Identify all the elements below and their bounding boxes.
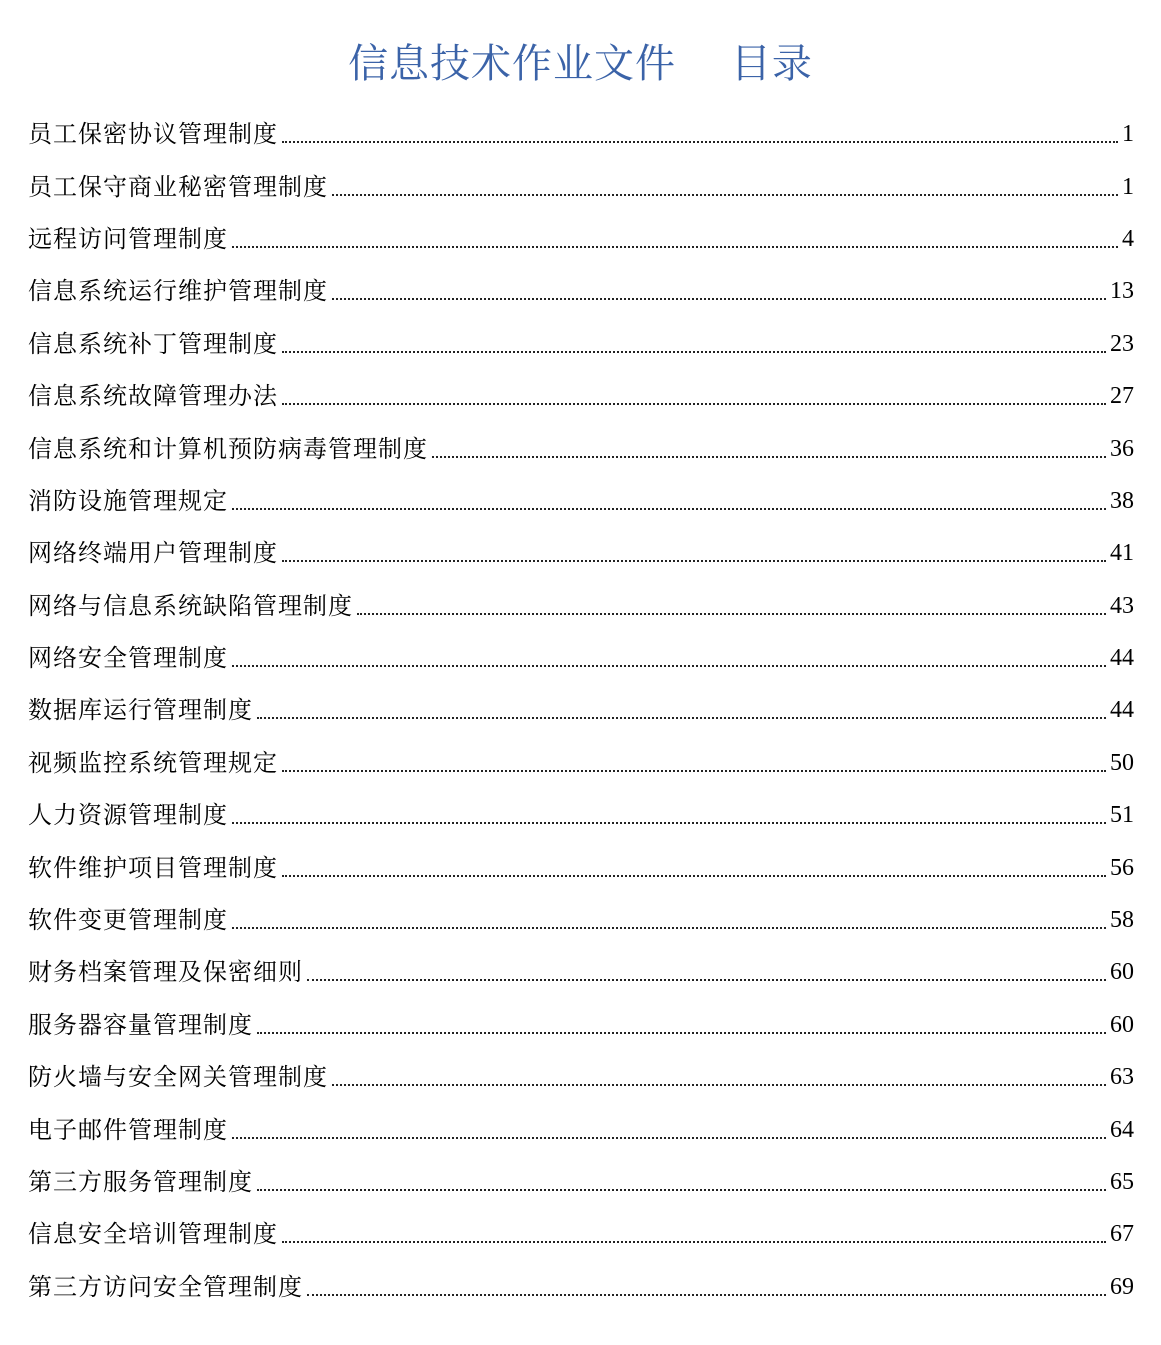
toc-entry[interactable] — [28, 1051, 1134, 1103]
dot-leader — [332, 1084, 1106, 1086]
dot-leader — [257, 717, 1106, 719]
dot-leader — [282, 875, 1106, 877]
toc-entry-title: 网络安全管理制度 — [28, 644, 228, 673]
toc-entry[interactable] — [28, 108, 1134, 160]
dot-leader — [332, 194, 1118, 196]
toc-entry[interactable] — [28, 475, 1134, 527]
toc-entry[interactable] — [28, 213, 1134, 265]
toc-entry-page-number: 38 — [1110, 487, 1134, 514]
toc-entry-title: 财务档案管理及保密细则 — [28, 958, 303, 987]
toc-entry[interactable] — [28, 160, 1134, 212]
dot-leader — [282, 351, 1106, 353]
toc-entry-page-number: 58 — [1110, 907, 1134, 934]
dot-leader — [282, 770, 1106, 772]
toc-entry-page-number: 51 — [1110, 802, 1134, 829]
dot-leader — [307, 1294, 1106, 1296]
toc-entry-page-number: 36 — [1110, 435, 1134, 462]
dot-leader — [232, 822, 1106, 824]
toc-entry-page-number: 1 — [1122, 121, 1134, 148]
dot-leader — [282, 403, 1106, 405]
toc-entry[interactable] — [28, 632, 1134, 684]
dot-leader — [232, 665, 1106, 667]
toc-entry[interactable] — [28, 737, 1134, 789]
toc-entry[interactable] — [28, 580, 1134, 632]
toc-entry[interactable] — [28, 841, 1134, 893]
toc-entry-title: 电子邮件管理制度 — [28, 1115, 228, 1144]
toc-entry[interactable] — [28, 684, 1134, 736]
table-of-contents — [28, 108, 1134, 1313]
toc-entry-page-number: 4 — [1122, 225, 1134, 252]
toc-entry[interactable] — [28, 999, 1134, 1051]
toc-entry-title: 网络终端用户管理制度 — [28, 539, 278, 568]
toc-entry[interactable] — [28, 318, 1134, 370]
dot-leader — [432, 456, 1106, 458]
toc-entry[interactable] — [28, 789, 1134, 841]
dot-leader — [282, 141, 1118, 143]
toc-entry-page-number: 13 — [1110, 278, 1134, 305]
toc-entry-page-number: 44 — [1110, 645, 1134, 672]
toc-entry-title: 网络与信息系统缺陷管理制度 — [28, 591, 353, 620]
toc-entry[interactable] — [28, 1103, 1134, 1155]
dot-leader — [232, 508, 1106, 510]
toc-entry[interactable] — [28, 1208, 1134, 1260]
toc-entry-title: 信息系统和计算机预防病毒管理制度 — [28, 434, 428, 463]
toc-entry[interactable] — [28, 1261, 1134, 1313]
dot-leader — [282, 560, 1106, 562]
toc-entry-title: 员工保守商业秘密管理制度 — [28, 172, 328, 201]
toc-entry-title: 第三方服务管理制度 — [28, 1168, 253, 1196]
toc-entry[interactable] — [28, 370, 1134, 422]
toc-entry-title: 信息系统故障管理办法 — [28, 382, 278, 411]
toc-entry-page-number: 41 — [1110, 540, 1134, 567]
toc-entry-page-number: 27 — [1110, 383, 1134, 410]
toc-entry-title: 视频监控系统管理规定 — [28, 748, 278, 777]
toc-entry-page-number: 69 — [1110, 1273, 1134, 1300]
toc-entry-title: 信息系统补丁管理制度 — [28, 329, 278, 358]
toc-entry-page-number: 63 — [1110, 1064, 1134, 1091]
toc-entry-page-number: 65 — [1110, 1169, 1134, 1195]
toc-entry-title: 员工保密协议管理制度 — [28, 120, 278, 149]
toc-entry-page-number: 64 — [1110, 1116, 1134, 1143]
dot-leader — [357, 613, 1106, 615]
toc-entry[interactable] — [28, 422, 1134, 474]
toc-entry-page-number: 50 — [1110, 749, 1134, 776]
toc-entry-title: 软件变更管理制度 — [28, 906, 228, 935]
toc-entry[interactable] — [28, 265, 1134, 317]
toc-entry-page-number: 44 — [1110, 697, 1134, 724]
page-title: 信息技术作业文件 目录 — [348, 41, 813, 87]
toc-entry-page-number: 43 — [1110, 592, 1134, 619]
toc-entry-title: 服务器容量管理制度 — [28, 1010, 253, 1039]
dot-leader — [307, 979, 1106, 981]
toc-entry-title: 消防设施管理规定 — [28, 486, 228, 515]
toc-entry-page-number: 23 — [1110, 330, 1134, 357]
toc-entry[interactable] — [28, 894, 1134, 946]
toc-entry[interactable] — [28, 1156, 1134, 1208]
toc-entry-page-number: 67 — [1110, 1221, 1134, 1248]
toc-entry[interactable] — [28, 527, 1134, 579]
dot-leader — [232, 927, 1106, 929]
toc-entry-title: 软件维护项目管理制度 — [28, 853, 278, 882]
toc-entry[interactable] — [28, 946, 1134, 998]
toc-entry-title: 远程访问管理制度 — [28, 224, 228, 253]
toc-entry-page-number: 1 — [1122, 173, 1134, 200]
toc-entry-title: 防火墙与安全网关管理制度 — [28, 1063, 328, 1092]
toc-entry-page-number: 60 — [1110, 1011, 1134, 1038]
toc-entry-title: 信息安全培训管理制度 — [28, 1220, 278, 1249]
dot-leader — [332, 298, 1106, 300]
dot-leader — [257, 1032, 1106, 1034]
toc-entry-title: 第三方访问安全管理制度 — [28, 1272, 303, 1301]
dot-leader — [257, 1189, 1106, 1191]
toc-entry-title: 人力资源管理制度 — [28, 801, 228, 830]
toc-entry-page-number: 56 — [1110, 854, 1134, 881]
dot-leader — [232, 246, 1118, 248]
toc-entry-title: 信息系统运行维护管理制度 — [28, 277, 328, 306]
toc-entry-title: 数据库运行管理制度 — [28, 696, 253, 725]
toc-entry-page-number: 60 — [1110, 959, 1134, 986]
dot-leader — [282, 1241, 1106, 1243]
dot-leader — [232, 1137, 1106, 1139]
